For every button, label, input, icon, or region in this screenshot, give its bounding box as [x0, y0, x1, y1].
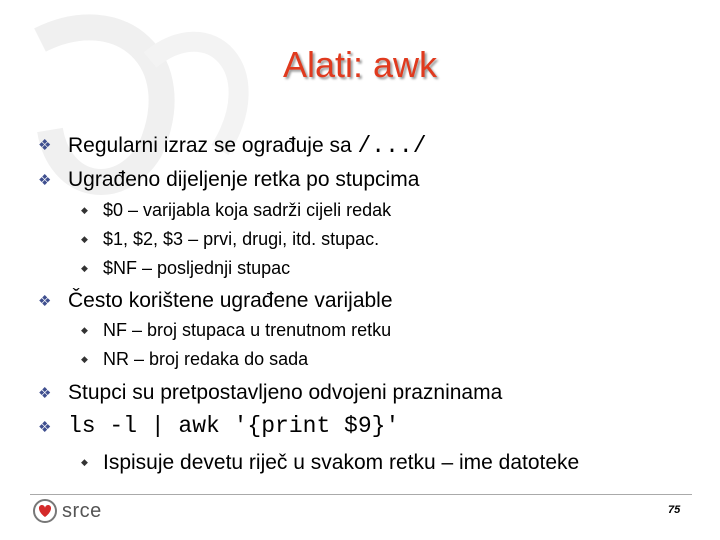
sub-bullet-text: NF – broj stupaca u trenutnom retku	[103, 320, 392, 340]
diamond-quad-icon: ❖	[38, 385, 52, 402]
diamond-icon: ◆	[81, 205, 88, 215]
bullet-2-text: Ugrađeno dijeljenje retka po stupcima	[68, 168, 420, 191]
sub-bullet-text: Ispisuje devetu riječ u svakom retku – ime datoteke	[103, 451, 580, 474]
diamond-icon: ◆	[81, 457, 88, 467]
bullet-1-text: Regularni izraz se ograđuje sa	[68, 134, 358, 157]
bullet-5-code: ls -l | awk '{print $9}'	[68, 413, 400, 439]
sub-bullet-text: – varijabla koja sadrži cijeli redak	[123, 200, 392, 220]
diamond-icon: ◆	[81, 263, 88, 273]
slide-title: Alati: awk	[282, 44, 438, 85]
page-number: 75	[668, 504, 681, 516]
bullet-4-text: Stupci su pretpostavljeno odvojeni prazninama	[68, 381, 503, 404]
bullet-3-text: Često korištene ugrađene varijable	[68, 289, 393, 312]
heart-icon	[32, 499, 58, 523]
sub-bullet-code: $1, $2, $3	[103, 229, 184, 249]
diamond-icon: ◆	[81, 354, 88, 364]
srce-logo	[32, 499, 102, 523]
diamond-quad-icon: ❖	[38, 293, 52, 310]
sub-bullet-text: $NF – posljednji stupac	[103, 258, 291, 278]
diamond-quad-icon: ❖	[38, 137, 52, 154]
bullet-1-code: /.../	[357, 133, 427, 159]
sub-bullet-text: NR – broj redaka do sada	[103, 349, 309, 369]
diamond-icon: ◆	[81, 234, 88, 244]
logo-text: srce	[62, 499, 102, 522]
diamond-quad-icon: ❖	[38, 172, 52, 189]
footer-divider	[30, 494, 692, 495]
sub-bullet-code: $0	[103, 200, 124, 220]
diamond-icon: ◆	[81, 325, 88, 335]
diamond-quad-icon: ❖	[38, 419, 52, 436]
sub-bullet-text: – prvi, drugi, itd. stupac.	[183, 229, 380, 249]
